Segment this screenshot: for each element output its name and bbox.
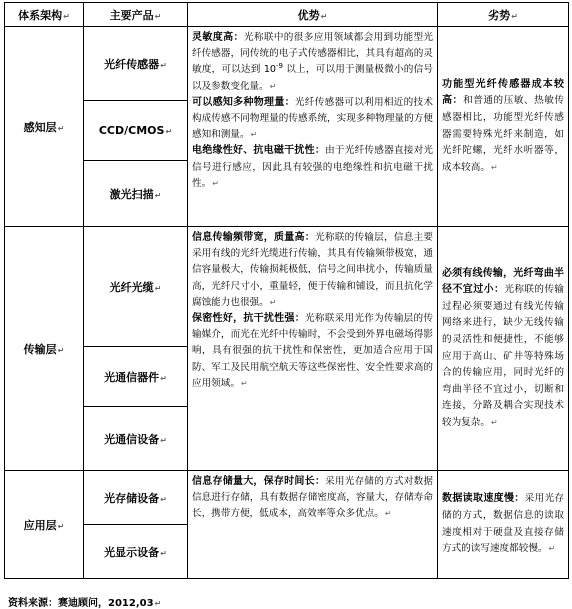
advantage-cell	[188, 27, 438, 227]
disadvantage-cell: 数据读取速度慢：采用光存储的方式，数据信息的读取速度相对于硬盘及直接存储方式的读写速度都较慢。↵	[438, 471, 569, 579]
category-cell: 感知层↵	[5, 27, 84, 227]
product-cell: 光纤光缆↵	[84, 227, 188, 347]
header-product: 主要产品↵	[84, 3, 188, 27]
disadvantage-cell: 必须有线传输，光纤弯曲半径不宜过小：光称联的传输过程必须要通过有线光传输网络来进行，缺少无线传输的灵活性和便捷性，不能够应用于高山、矿井等特殊场合的传输应用，同时光纤的弯曲半径不宜过小，切断和连接，分路及耦合实现技术较为复杂。↵	[438, 227, 569, 471]
table-row	[5, 27, 569, 101]
product-cell: 光通信器件↵	[84, 347, 188, 407]
advantage-cell	[188, 227, 438, 471]
category-cell: 传输层↵	[5, 227, 84, 471]
product-cell: CCD/CMOS↵	[84, 101, 188, 161]
advantage-item: 电绝缘性好、抗电磁干扰性：由于光纤传感器直接对光信号进行感应，因此具有较强的电绝缘性和抗电磁干扰性。↵	[192, 145, 434, 189]
header-disadvantage: 劣势↵	[438, 3, 569, 27]
product-cell: 光通信设备↵	[84, 407, 188, 471]
disadvantage-cell: 功能型光纤传感器成本较高：和普通的压敏、热敏传感器相比，功能型光纤传感器需要特殊光纤来制造，如光纤陀螺，光纤水听器等，成本较高。↵	[438, 27, 569, 227]
product-cell: 光显示设备↵	[84, 525, 188, 579]
category-cell: 应用层↵	[5, 471, 84, 579]
table-row	[5, 227, 569, 347]
header-arch: 体系架构↵	[5, 3, 84, 27]
product-cell: 光存储设备↵	[84, 471, 188, 525]
advantage-item: 保密性好，抗干扰性强：光称联采用光作为传输层的传输媒介，而光在光纤中传输时，不会受到外界电磁场得影响，具有很强的抗干扰性和保密性，更加适合应用于国防、军工及民用航空航天等这些保密性、安全性要求高的应用领域。↵	[192, 313, 434, 389]
advantage-item: 信息传输频带宽，质量高：光称联的传输层，信息主要采用有线的光纤光缆进行传输，其具有传输频带极宽，通信容量极大，传输损耗极低，信号之间串扰小，传输质量高，光纤尺寸小，重量轻，便于传输和铺设，而且抗化学腐蚀能力也很强。↵	[192, 232, 434, 308]
table-row	[5, 471, 569, 525]
product-cell: 激光扫描↵	[84, 161, 188, 227]
advantage-item: 灵敏度高：光称联中的很多应用领域都会用到功能型光纤传感器，同传统的电子式传感器相比，其具有超高的灵敏度，可以达到 $10^{-9}$ 以上，可以用于测量极微小的信号以及参数变化量。↵	[192, 32, 434, 92]
source-note: 资料来源：赛迪顾问，2012,03↵	[8, 598, 162, 609]
comparison-table-container	[4, 2, 568, 579]
header-advantage: 优势↵	[188, 3, 438, 27]
product-cell: 光纤传感器↵	[84, 27, 188, 101]
advantage-item: 可以感知多种物理量：光纤传感器可以利用相近的技术构成传感不同物理量的传感系统，实现多种物理量的方便感知和测量。↵	[192, 96, 434, 141]
header-row	[5, 3, 569, 27]
advantage-cell	[188, 471, 438, 579]
advantage-item: 信息存储量大，保存时间长：采用光存储的方式对数据信息进行存储，具有数据存储密度高，容量大，存储寿命长，携带方便，低成本，高效率等众多优点。↵	[192, 476, 434, 520]
architecture-comparison-table	[4, 2, 569, 579]
